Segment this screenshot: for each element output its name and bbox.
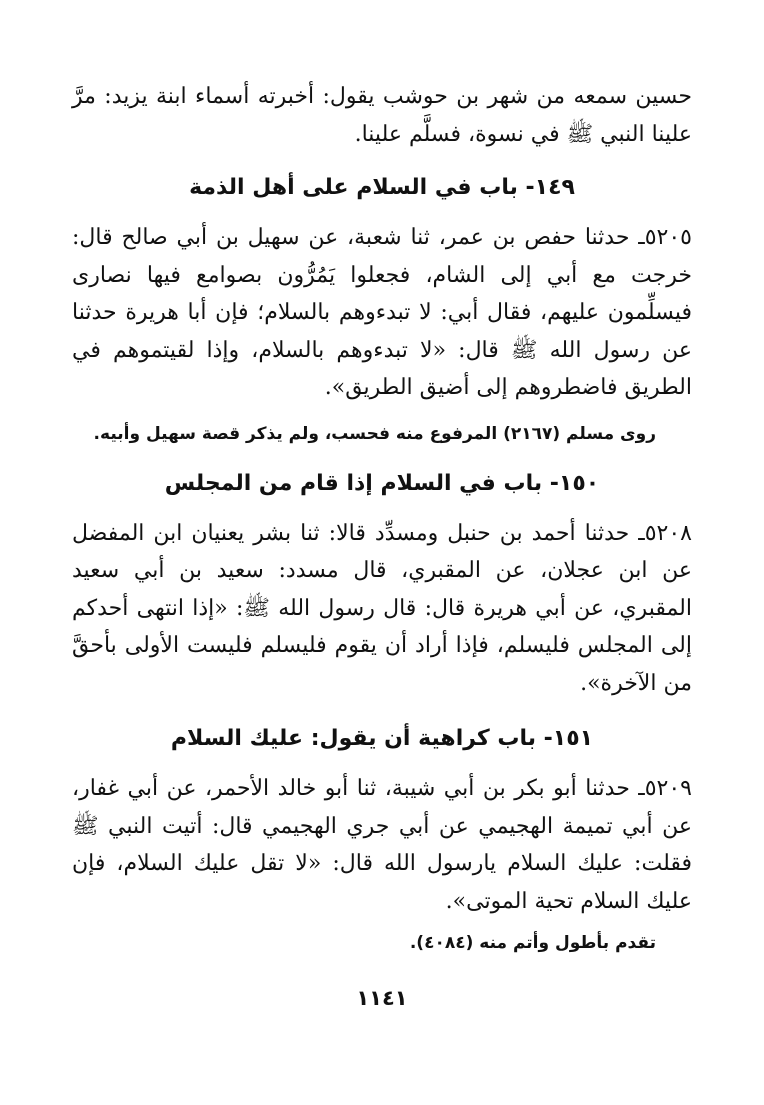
takhrij-note: روى مسلم (٢١٦٧) المرفوع منه فحسب، ولم يذكر قصة سهيل وأبيه. (93, 423, 656, 444)
hadith-paragraph: ٥٢٠٩ـ حدثنا أبو بكر بن أبي شيبة، ثنا أبو خالد الأحمر، عن أبي غفار، عن أبي تميمة الهجيمي عن أبي جري الهجيمي قال: أتيت النبي ﷺ فقلت: عليك السلام يارسول الله قال: «لا تقل عليك السلام، فإن عليك السلام تحية الموتى». (72, 776, 692, 914)
takhrij-note: تقدم بأطول وأتم منه (٤٠٨٤). (409, 933, 656, 953)
hadith-paragraph: حسين سمعه من شهر بن حوشب يقول: أخبرته أسماء ابنة يزيد: مرَّ علينا النبي ﷺ في نسوة، فسلَّم علينا. (72, 84, 692, 147)
chapter-heading: ١٤٩- باب في السلام على أهل الذمة (189, 175, 575, 200)
hadith-paragraph: ٥٢٠٨ـ حدثنا أحمد بن حنبل ومسدِّد قالا: ثنا بشر يعنيان ابن المفضل عن ابن عجلان، عن المقبري، قال مسدد: سعيد بن أبي سعيد المقبري، عن أبي هريرة قال: قال رسول الله ﷺ: «إذا انتهى أحدكم إلى المجلس فليسلم، فإذا أراد أن يقوم فليسلم فليست الأولى بأحقَّ من الآخرة». (72, 520, 692, 696)
page-number: ١١٤١ (356, 986, 408, 1010)
chapter-heading: ١٥١- باب كراهية أن يقول: عليك السلام (170, 726, 594, 751)
page-content (72, 78, 692, 956)
chapter-heading: ١٥٠- باب في السلام إذا قام من المجلس (164, 470, 600, 496)
hadith-paragraph: ٥٢٠٥ـ حدثنا حفص بن عمر، ثنا شعبة، عن سهيل بن أبي صالح قال: خرجت مع أبي إلى الشام، فجعلوا يَمُرُّون بصوامع فيها نصارى فيسلِّمون عليهم، فقال أبي: لا تبدءوهم بالسلام؛ فإن أبا هريرة حدثنا عن رسول الله ﷺ قال: «لا تبدءوهم بالسلام، وإذا لقيتموهم في الطريق فاضطروهم إلى أضيق الطريق». (72, 225, 692, 400)
